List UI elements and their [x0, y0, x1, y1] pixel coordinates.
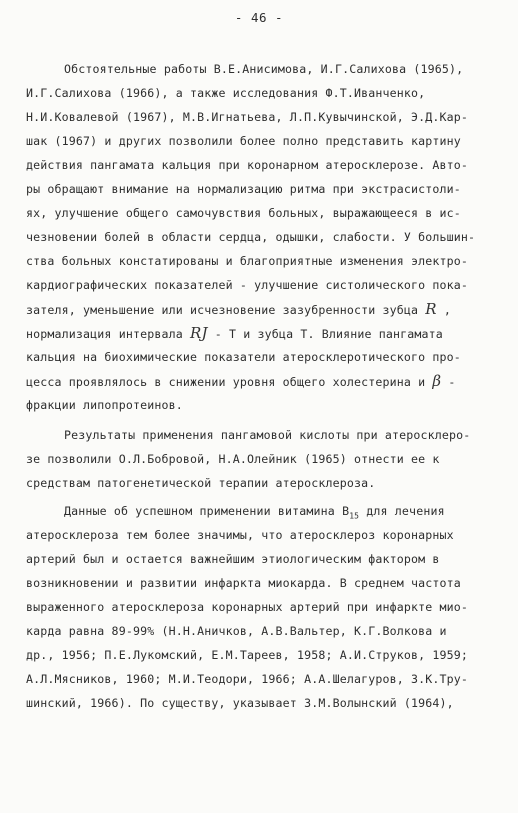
handwritten-beta: β: [432, 372, 442, 390]
text-segment: - Т и зубца Т. Влияние пангамата: [214, 327, 443, 341]
text-line: возникновении и развитии инфаркта миокарда. В среднем частота: [26, 576, 461, 590]
text-line: Результаты применения пангамовой кислоты при атеросклеро-: [64, 428, 471, 442]
text-line: средствам патогенетической терапии атеросклероза.: [26, 476, 376, 490]
text-line: [26, 504, 496, 523]
text-line: [26, 302, 496, 317]
text-line: Н.И.Ковалевой (1967), М.В.Игнатьева, Л.П.Кувычинской, Э.Д.Кар-: [26, 110, 469, 124]
text-line: фракции липопротеинов.: [26, 398, 183, 412]
text-line: действия пангамата кальция при коронарном атеросклерозе. Авто-: [26, 158, 469, 172]
text-segment: Данные об успешном применении витамина В: [64, 504, 350, 518]
text-line: А.Л.Мясников, 1960; М.И.Теодори, 1966; А.А.Шелагуров, З.К.Тру-: [26, 672, 469, 686]
text-line: атеросклероза тем более значимы, что атеросклероз коронарных: [26, 528, 454, 542]
text-line: [26, 326, 496, 341]
text-line: шинский, 1966). По существу, указывает З.М.Волынский (1964),: [26, 696, 454, 710]
text-line: [26, 374, 496, 389]
text-line: И.Г.Салихова (1966), а также исследования Ф.Т.Иванченко,: [26, 86, 426, 100]
text-line: др., 1956; П.Е.Лукомский, Е.М.Тареев, 1958; А.И.Струков, 1959;: [26, 648, 469, 662]
text-line: выраженного атеросклероза коронарных артерий при инфаркте мио-: [26, 600, 469, 614]
vitamin-subscript: 15: [349, 511, 360, 521]
text-segment: зателя, уменьшение или исчезновение зазубренности зубца: [26, 303, 419, 317]
handwritten-wave-r: R: [425, 300, 437, 318]
text-line: ства больных констатированы и благоприятные изменения электро-: [26, 254, 469, 268]
page-number: - 46 -: [234, 10, 284, 25]
text-line: шак (1967) и других позволили более полно представить картину: [26, 134, 461, 148]
text-line: чезновении болей в области сердца, одышки, слабости. У большин-: [26, 230, 476, 244]
text-line: ры обращают внимание на нормализацию ритма при экстрасистоли-: [26, 182, 461, 196]
text-line: кардиографических показателей - улучшение систолического пока-: [26, 278, 469, 292]
comma: ,: [443, 303, 452, 317]
text-line: карда равна 89-99% (Н.Н.Аничков, А.В.Вальтер, К.Г.Волкова и: [26, 624, 447, 638]
handwritten-interval-rj: RJ: [190, 324, 208, 342]
text-segment: -: [448, 375, 456, 389]
text-segment: для лечения: [366, 504, 445, 518]
text-line: ях, улучшение общего самочувствия больных, выражающееся в ис-: [26, 206, 461, 220]
text-segment: нормализация интервала: [26, 327, 183, 341]
text-segment: цесса проявлялось в снижении уровня общего холестерина и: [26, 375, 426, 389]
text-line: зе позволили О.Л.Бобровой, Н.А.Олейник (1965) отнести ее к: [26, 452, 440, 466]
text-line: кальция на биохимические показатели атеросклеротического про-: [26, 350, 461, 364]
text-line: артерий был и остается важнейшим этиологическим фактором в: [26, 552, 440, 566]
text-line: Обстоятельные работы В.Е.Анисимова, И.Г.Салихова (1965),: [64, 62, 464, 76]
